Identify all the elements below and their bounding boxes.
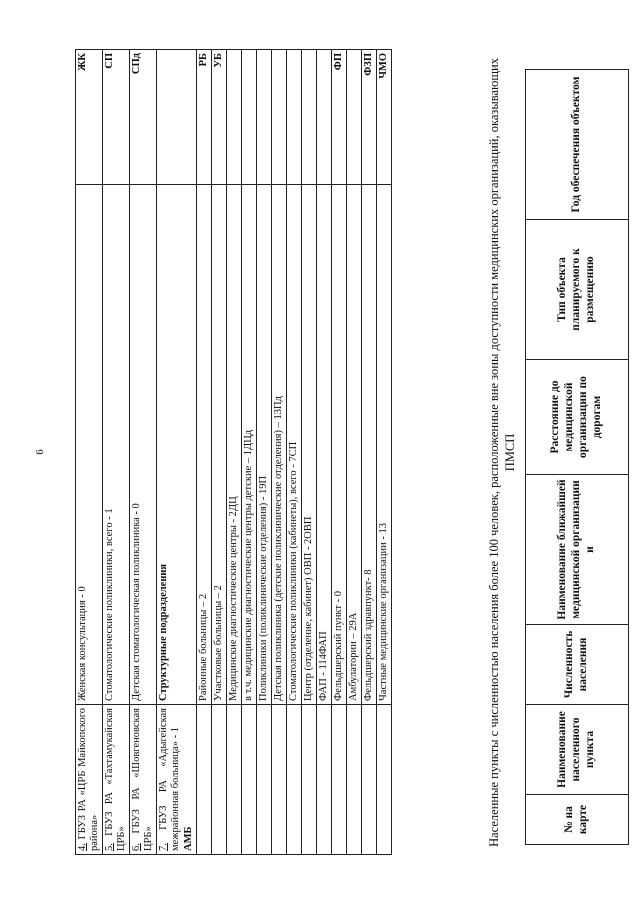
- table-row: [377, 50, 392, 855]
- table-row: [362, 50, 377, 855]
- unit-code: ЧМО: [377, 50, 392, 185]
- org-name: ГБУЗ РА «Шовгеновская ЦРБ»: [131, 708, 155, 851]
- unit-code: [317, 50, 332, 185]
- org-name: ГБУЗ РА «ЦРБ Майкопского района»: [77, 708, 101, 851]
- unit-label: Медицинские диагностические центры - 2ДЦ: [226, 185, 241, 705]
- rotated-sheet: [75, 50, 640, 855]
- table-row: [271, 50, 286, 855]
- unit-label: Частные медицинские организации - 13: [377, 185, 392, 705]
- header-map-number: № на карте: [526, 795, 629, 845]
- organizations-table: [75, 49, 392, 855]
- table-row: [226, 50, 241, 855]
- facility-code: [157, 50, 196, 185]
- org-number: 5.: [104, 843, 116, 851]
- org-name: ГБУЗ РА «Тахтамукайская ЦРБ»: [104, 708, 128, 851]
- header-nearest-organization: Наименование ближайшей медицинской организации и: [526, 475, 629, 625]
- unit-code: ФЗП: [362, 50, 377, 185]
- structural-units-heading: Структурные подразделения: [157, 185, 196, 705]
- unit-label: Фельдшерский здравпункт- 8: [362, 185, 377, 705]
- facility-cell: Женская консультация - 0: [76, 185, 103, 705]
- table-row: [347, 50, 362, 855]
- unit-code: [256, 50, 271, 185]
- unit-label: ФАП - 114ФАП: [317, 185, 332, 705]
- table-row: [256, 50, 271, 855]
- unit-code: [226, 50, 241, 185]
- unit-code: [302, 50, 317, 185]
- header-settlement-name: Наименование населенного пункта: [526, 705, 629, 795]
- unit-label: Районные больницы – 2: [196, 185, 211, 705]
- table-row: [317, 50, 332, 855]
- page-number: 6: [34, 449, 46, 455]
- unit-code: [286, 50, 301, 185]
- table-row: [103, 50, 130, 855]
- unit-code: РБ: [196, 50, 211, 185]
- table-row: [157, 50, 196, 855]
- header-row: [526, 70, 629, 845]
- unit-code: ФП: [332, 50, 347, 185]
- org-number: 4.: [77, 843, 88, 851]
- facility-code: ЖК: [76, 50, 103, 185]
- table-row: [130, 50, 157, 855]
- unit-code: УБ: [211, 50, 226, 185]
- unit-label: Стоматологические поликлиники (кабинеты), всего - 7СП: [286, 185, 301, 705]
- unit-label: Амбулатории – 29А: [347, 185, 362, 705]
- table-row: [286, 50, 301, 855]
- settlements-table-header: [525, 69, 629, 845]
- unit-label: Фельдшерский пункт - 0: [332, 185, 347, 705]
- header-planned-object-type: Тип объекта планируемого к размещению: [526, 220, 629, 360]
- org-name: ГБУЗ РА «Адыгейская межрайонная больница» - 1: [158, 708, 182, 851]
- header-population: Численность населения: [526, 625, 629, 705]
- unit-label: Детская поликлиника (детские поликлинические отделения) – 13Пд: [271, 185, 286, 705]
- unit-code: [271, 50, 286, 185]
- facility-cell: Детская стоматологическая поликлиника - 0: [130, 185, 157, 705]
- org-code: АМБ: [182, 826, 194, 851]
- facility-cell: Стоматологические поликлиники, всего - 1: [103, 185, 130, 705]
- org-number: 7.: [158, 843, 170, 851]
- facility-code: СП: [103, 50, 130, 185]
- facility-code: СПд: [130, 50, 157, 185]
- table-row: [76, 50, 103, 855]
- table-row: [302, 50, 317, 855]
- unit-code: [347, 50, 362, 185]
- table-row: [196, 50, 211, 855]
- table-row: [332, 50, 347, 855]
- unit-code: [241, 50, 256, 185]
- header-road-distance: Расстояние до медицинской организации по дорогам: [526, 360, 629, 475]
- unit-label: в т.ч. медицинские диагностические центры детские – 1ДЦд: [241, 185, 256, 705]
- table-row: [211, 50, 226, 855]
- unit-label: Участковые больницы – 2: [211, 185, 226, 705]
- org-cell: [130, 705, 157, 855]
- org-cell: [157, 705, 196, 855]
- org-cell: [76, 705, 103, 855]
- table-row: [241, 50, 256, 855]
- unit-label: Центр (отделение, кабинет) ОВП - 2ОВП: [302, 185, 317, 705]
- header-provision-year: Год обеспечения объектом: [526, 70, 629, 220]
- section-caption: Населенные пункты с численностью населения более 100 человек, расположенные вне зоны доступности медицинских организаций, оказывающих ПМСП: [487, 58, 517, 847]
- org-cell: [103, 705, 130, 855]
- org-number: 6.: [131, 843, 143, 851]
- unit-label: Поликлиники (поликлинические отделения) - 19П: [256, 185, 271, 705]
